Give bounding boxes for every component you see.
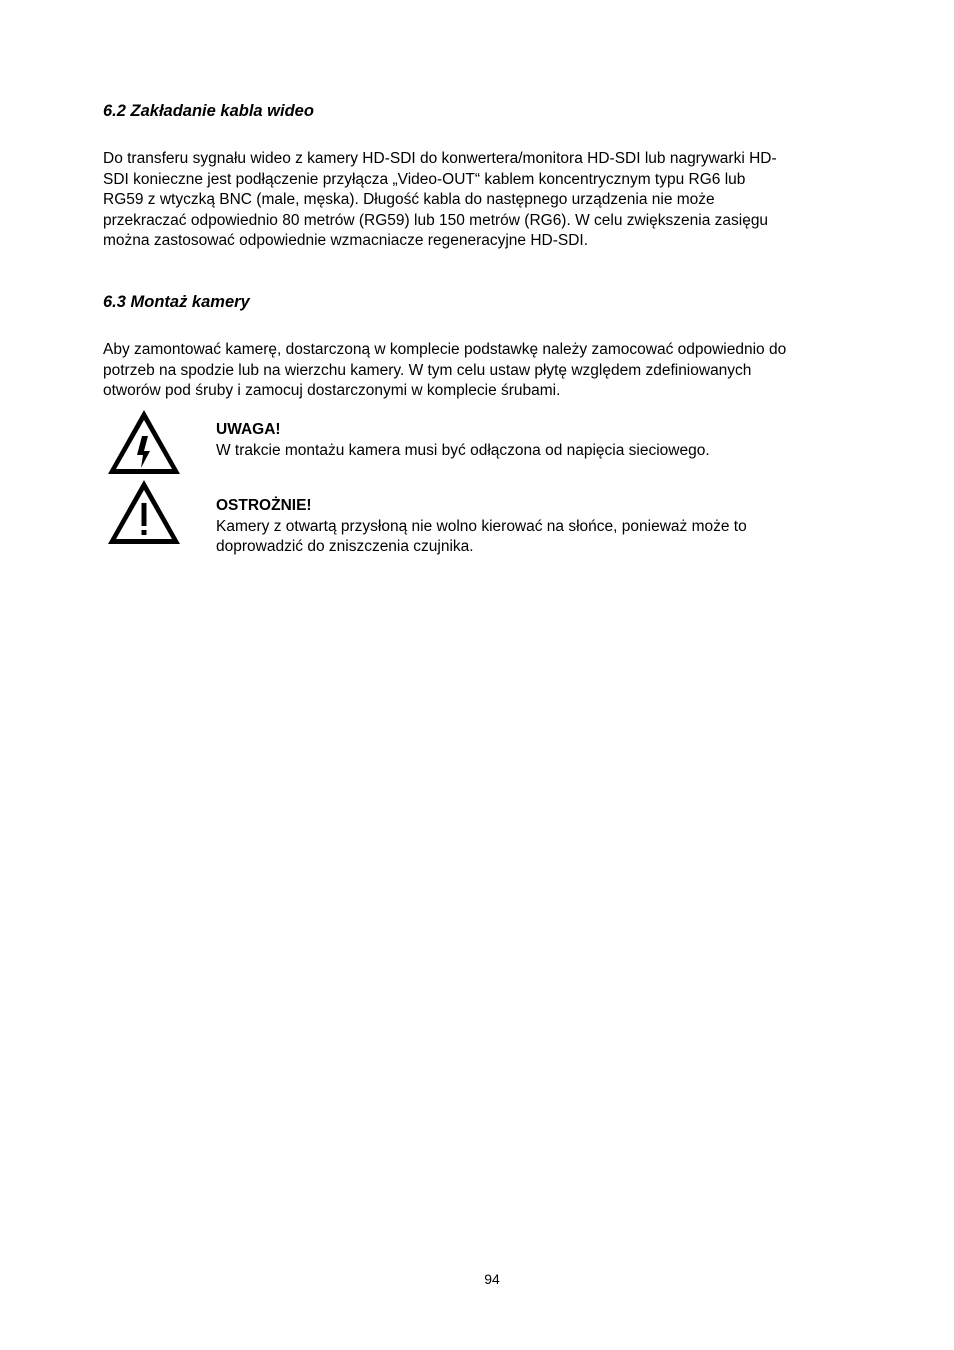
paragraph-line: RG59 z wtyczką BNC (male, męska). Długość kabla do następnego urządzenia nie może <box>103 191 715 208</box>
caution-text: doprowadzić do zniszczenia czujnika. <box>216 538 474 555</box>
section-6-2-paragraph <box>103 149 888 252</box>
warning-text: W trakcie montażu kamera musi być odłączona od napięcia sieciowego. <box>216 441 710 459</box>
paragraph-line: otworów pod śruby i zamocuj dostarczonymi w komplecie śrubami. <box>103 382 561 399</box>
paragraph-line: SDI konieczne jest podłączenie przyłącza „Video-OUT“ kablem koncentrycznym typu RG6 lub <box>103 170 746 188</box>
caution-notice <box>216 496 876 558</box>
paragraph-line: Do transferu sygnału wideo z kamery HD-SDI do konwertera/monitora HD-SDI lub nagrywarki HD- <box>103 150 777 167</box>
caution-text: Kamery z otwartą przysłoną nie wolno kierować na słońce, ponieważ może to <box>216 517 747 535</box>
section-heading-6-3: 6.3 Montaż kamery <box>103 293 250 311</box>
caution-title: OSTROŻNIE! <box>216 497 312 514</box>
paragraph-line: Aby zamontować kamerę, dostarczoną w komplecie podstawkę należy zamocować odpowiednio do <box>103 341 787 358</box>
paragraph-line: przekraczać odpowiednio 80 metrów (RG59) lub 150 metrów (RG6). W celu zwiększenia zasięgu <box>103 211 769 229</box>
warning-title: UWAGA! <box>216 421 281 438</box>
section-6-3-paragraph <box>103 340 888 402</box>
exclamation-warning-icon <box>106 478 182 546</box>
section-heading-6-2: 6.2 Zakładanie kabla wideo <box>103 102 314 120</box>
paragraph-line: potrzeb na spodzie lub na wierzchu kamery. W tym celu ustaw płytę względem zdefiniowanych <box>103 361 752 379</box>
warning-notice <box>216 420 876 461</box>
high-voltage-warning-icon <box>106 408 182 476</box>
paragraph-line: można zastosować odpowiednie wzmacniacze regeneracyjne HD-SDI. <box>103 232 589 249</box>
page-number: 94 <box>484 1271 500 1287</box>
